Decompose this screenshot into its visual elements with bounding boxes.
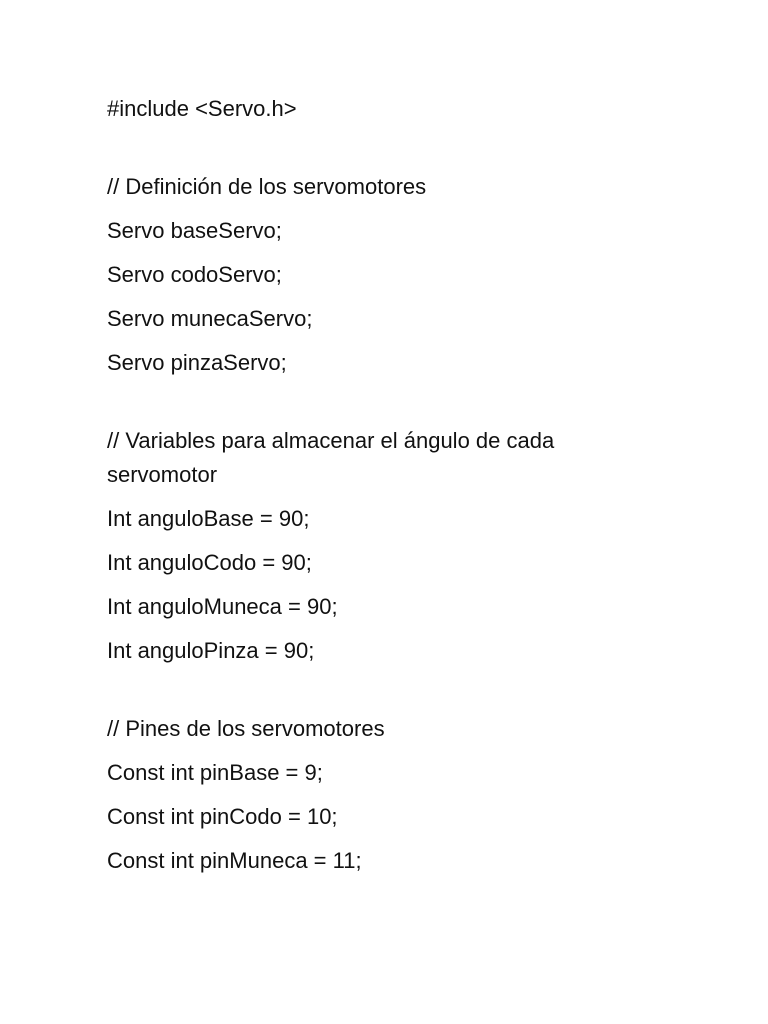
line-gap [107,292,627,302]
line-gap [107,580,627,590]
line-gap [107,336,627,346]
code-line: Servo munecaServo; [107,306,313,331]
code-line: Int anguloCodo = 90; [107,550,312,575]
comment-line: // Definición de los servomotores [107,174,427,199]
line-gap [107,536,627,546]
comment-line: // Pines de los servomotores [107,716,385,741]
line-gap [107,790,627,800]
code-line: Servo codoServo; [107,262,282,287]
code-listing [107,92,627,878]
line-gap [107,248,627,258]
code-line: Const int pinBase = 9; [107,760,323,785]
line-gap [107,204,627,214]
include-line: #include <Servo.h> [107,96,297,121]
code-line: Int anguloMuneca = 90; [107,594,338,619]
blank-line [107,126,627,170]
code-line: Servo baseServo; [107,218,282,243]
code-line: Servo pinzaServo; [107,350,287,375]
line-gap [107,492,627,502]
code-line: Const int pinCodo = 10; [107,804,338,829]
line-gap [107,834,627,844]
line-gap [107,746,627,756]
code-line: Const int pinMuneca = 11; [107,848,362,873]
blank-line [107,668,627,712]
line-gap [107,624,627,634]
blank-line [107,380,627,424]
code-line: Int anguloPinza = 90; [107,638,315,663]
code-line: Int anguloBase = 90; [107,506,310,531]
comment-line: // Variables para almacenar el ángulo de cada servomotor [107,428,561,487]
